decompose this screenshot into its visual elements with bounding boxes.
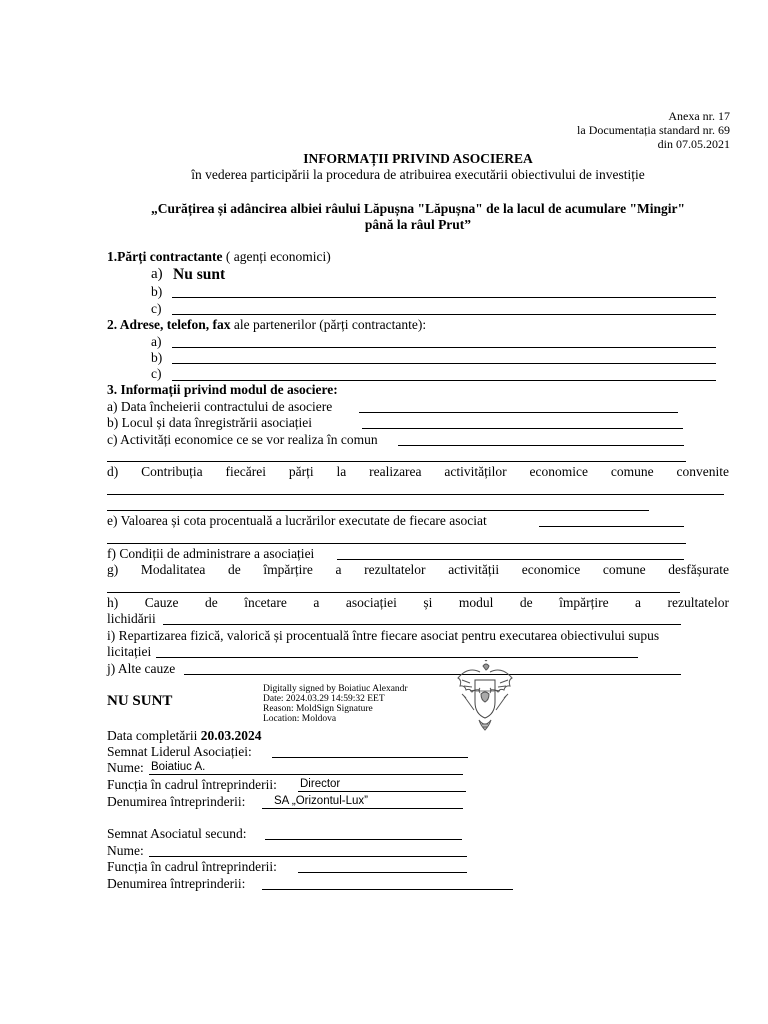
section3-g-line [107, 592, 680, 593]
second-function-label: Funcția în cadrul întreprinderii: [107, 859, 277, 874]
section3-e-line2 [107, 543, 686, 544]
section3-b-line [362, 428, 683, 429]
completion-date: Data completării 20.03.2024 [107, 728, 262, 743]
section3-h-line [163, 624, 681, 625]
leader-function-label: Funcția în cadrul întreprinderii: [107, 777, 277, 792]
section2-item-c-line [172, 380, 716, 381]
section2-item-c-letter: c) [151, 366, 162, 381]
annex-documentation: la Documentația standard nr. 69 [577, 123, 730, 137]
section1-heading: 1.Părți contractante ( agenți economici) [107, 249, 331, 264]
leader-name-value: Boiatiuc A. [151, 761, 206, 773]
page-title: INFORMAȚII PRIVIND ASOCIEREA [303, 151, 533, 166]
section3-a-line [359, 412, 678, 413]
second-company-label: Denumirea întreprinderii: [107, 876, 246, 891]
leader-function-line [298, 791, 466, 792]
digital-signature-block [263, 684, 408, 724]
section3-c-line2 [107, 461, 686, 462]
section3-h-label: h) Cauze de încetare a asociației și modul de împărțire a rezultatelor [107, 595, 729, 610]
section3-heading: 3. Informații privind modul de asociere: [107, 382, 338, 397]
second-signed-label: Semnat Asociatul secund: [107, 826, 247, 841]
leader-signature-line [272, 757, 468, 758]
annex-date: din 07.05.2021 [657, 137, 730, 151]
section3-g-label: g) Modalitatea de împărțire a rezultatelor activității economice comune desfășurate [107, 562, 729, 577]
section3-i-line [156, 657, 638, 658]
section3-h-label2: lichidării [107, 611, 156, 626]
section2-item-a-letter: a) [151, 334, 162, 349]
section3-d-line2 [107, 510, 649, 511]
section2-item-a-line [172, 347, 716, 348]
leader-name-label: Nume: [107, 760, 144, 775]
section3-f-line [337, 559, 684, 560]
section1-item-a-value: Nu sunt [173, 266, 226, 283]
section3-e-label: e) Valoarea și cota procentuală a lucrărilor executate de fiecare asociat [107, 513, 487, 528]
leader-signed-label: Semnat Liderul Asociației: [107, 744, 252, 759]
second-signature-line [265, 839, 462, 840]
section3-e-line [539, 526, 684, 527]
section3-d-label: d) Contribuția fiecărei părți la realizarea activităților economice comune convenite [107, 464, 729, 479]
section3-a-label: a) Data încheierii contractului de asociere [107, 399, 333, 414]
project-title-line2: până la râul Prut” [364, 217, 472, 232]
signature-date: Date: 2024.03.29 14:59:32 EET [263, 694, 385, 704]
section1-item-b-line [172, 297, 716, 298]
leader-function-value: Director [300, 778, 341, 790]
leader-company-value: SA „Orizontul-Lux” [274, 795, 368, 807]
section3-c-label: c) Activități economice ce se vor realiza în comun [107, 432, 378, 447]
section2-heading: 2. Adrese, telefon, fax ale partenerilor (părți contractante): [107, 317, 427, 332]
section3-b-label: b) Locul și data înregistrării asociației [107, 415, 313, 430]
section3-f-label: f) Condiții de administrare a asociației [107, 546, 315, 561]
leader-name-line [149, 774, 463, 775]
leader-company-label: Denumirea întreprinderii: [107, 794, 246, 809]
signature-location: Location: Moldova [263, 714, 337, 724]
second-name-label: Nume: [107, 843, 144, 858]
project-title-line1: „Curățirea și adâncirea albiei râului Lăpușna "Lăpușna" de la lacul de acumulare "Mingir" [150, 201, 686, 216]
second-function-line [298, 872, 467, 873]
section3-j-label: j) Alte cauze [107, 661, 176, 676]
page-subtitle: în vederea participării la procedura de atribuirea executării obiectivului de investiție [191, 167, 645, 182]
coat-of-arms-icon [454, 660, 516, 741]
section3-d-line1 [107, 494, 724, 495]
section2-item-b-letter: b) [151, 350, 163, 365]
nu-sunt-note: NU SUNT [107, 693, 173, 709]
section2-item-b-line [172, 363, 716, 364]
section1-item-b-letter: b) [151, 284, 163, 299]
section3-i-label2: licitației [107, 644, 152, 659]
signature-reason: Reason: MoldSign Signature [263, 704, 373, 714]
second-company-line [262, 889, 513, 890]
section3-i-label: i) Repartizarea fizică, valorică și procentuală între fiecare asociat pentru executarea obiectivului supus [107, 628, 660, 643]
section1-item-c-line [172, 314, 716, 315]
section1-item-a-letter: a) [151, 266, 163, 282]
annex-number: Anexa nr. 17 [668, 109, 730, 123]
signature-signer: Digitally signed by Boiatiuc Alexandr [263, 684, 408, 694]
leader-company-line [262, 808, 463, 809]
section3-c-line [398, 445, 684, 446]
section3-j-line [184, 674, 681, 675]
second-name-line [149, 856, 467, 857]
section1-item-c-letter: c) [151, 301, 162, 316]
